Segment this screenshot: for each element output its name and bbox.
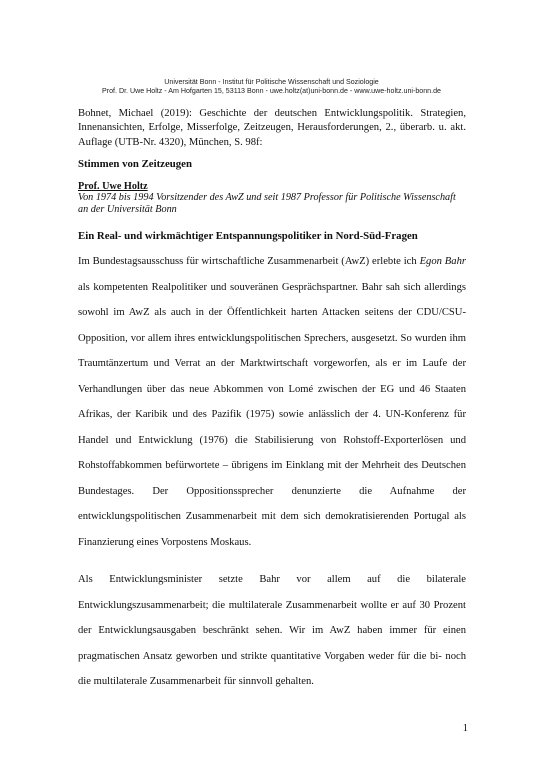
- page-header: [0, 78, 543, 95]
- header-institute-line: Universität Bonn - Institut für Politische Wissenschaft und Soziologie: [164, 78, 379, 86]
- article-title: Ein Real- und wirkmächtiger Entspannungspolitiker in Nord-Süd-Fragen: [78, 230, 418, 242]
- citation: Bohnet, Michael (2019): Geschichte der deutschen Entwicklungspolitik. Strategien, Innenansichten, Erfolge, Misserfolge, Zeitzeugen, Herausforderungen, 2., überarb. u. akt. Auflage (UTB-Nr. 4320), München, S. 98f:: [78, 108, 466, 148]
- section-title: Stimmen von Zeitzeugen: [78, 158, 192, 170]
- body-paragraph-2: Als Entwicklungsminister setzte Bahr vor allem auf die bilaterale Entwicklungszusammenarbeit; die multilaterale Zusammenarbeit wollte er auf 30 Prozent der Entwicklungsausgaben beschränkt sehen. Wir im AwZ haben immer für einen pragmatischen Ansatz geworben und strikte quantitative Vorgaben weder für die bi- noch die multilaterale Zusammenarbeit für sinnvoll gehalten.: [78, 574, 466, 688]
- paragraph1-person-name: Egon Bahr: [419, 256, 466, 267]
- paragraph1-text-start: Im Bundestagsausschuss für wirtschaftliche Zusammenarbeit (AwZ) erlebte ich: [78, 256, 420, 267]
- body-paragraph-1: [78, 249, 466, 556]
- author-name: Prof. Uwe Holtz: [78, 181, 148, 192]
- header-contact-line: Prof. Dr. Uwe Holtz - Am Hofgarten 15, 53113 Bonn - uwe.holtz(at)uni-bonn.de - www.uwe-holtz.uni-bonn.de: [102, 86, 441, 95]
- page-number: 1: [462, 723, 468, 734]
- paragraph1-text-rest: als kompetenten Realpolitiker und souveränen Gesprächspartner. Bahr sah sich allerdings sowohl im AwZ als auch in der Öffentlichkeit harten Attacken seitens der CDU/CSU-Opposition, vor allem ihres entwicklungspolitischen Sprechers, ausgesetzt. So wurden ihm Traumtänzertum und Verrat an der Marktwirtschaft vorgeworfen, als er im Laufe der Verhandlungen über das neue Abkommen von Lomé zwischen der EG und 46 Staaten Afrikas, der Karibik und des Pazifik (1975) sowie anlässlich der 4. UN-Konferenz für Handel und Entwicklung (1976) die Stabilisierung von Rohstoff-Exporterlösen und Rohstoffabkommen befürwortete – übrigens im Einklang mit der Mehrheit des Deutschen Bundestages. Der Oppositionssprecher denunzierte die Aufnahme der entwicklungspolitischen Zusammenarbeit mit dem sich demokratisierenden Portugal als Finanzierung eines Vorpostens Moskaus.: [78, 281, 466, 549]
- author-description: Von 1974 bis 1994 Vorsitzender des AwZ und seit 1987 Professor für Politische Wissenschaft an der Universität Bonn: [78, 192, 456, 215]
